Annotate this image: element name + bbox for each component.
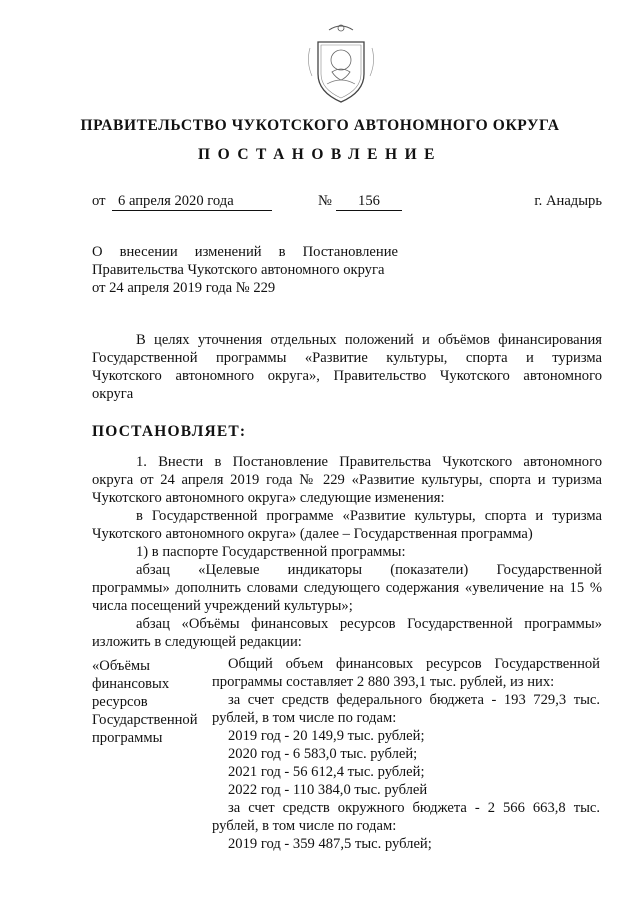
document-number (336, 192, 402, 211)
table-left-cell-line: Государственной (92, 712, 198, 728)
document-type-title: ПОСТАНОВЛЕНИЕ (198, 146, 442, 163)
decree-heading: ПОСТАНОВЛЯЕТ: (92, 423, 247, 440)
table-right-cell-line: рублей, в том числе по годам: (212, 710, 397, 726)
body-line: Чукотского автономного округа» следующие изменения: (92, 490, 445, 506)
document-number-value: 156 (336, 192, 402, 211)
intro-line: округа (92, 386, 134, 402)
city-name: г. Анадырь (534, 193, 602, 209)
table-right-cell-line: 2019 год - 359 487,5 тыс. рублей; (228, 836, 432, 852)
table-left-cell-line: «Объёмы (92, 658, 150, 674)
body-line: изложить в следующей редакции: (92, 634, 302, 650)
table-right-cell-line: рублей, в том числе по годам: (212, 818, 397, 834)
document-date (112, 192, 272, 211)
table-right-cell-line: 2019 год - 20 149,9 тыс. рублей; (228, 728, 425, 744)
table-left-cell-line: ресурсов (92, 694, 148, 710)
document-date-value: 6 апреля 2020 года (112, 192, 272, 211)
table-right-cell-line: за счет средств окружного бюджета - 2 566 663,8 тыс. (228, 800, 600, 816)
body-line: округа от 24 апреля 2019 года № 229 «Развитие культуры, спорта и туризма (92, 472, 602, 488)
body-line: абзац «Объёмы финансовых ресурсов Государственной программы» (136, 616, 602, 632)
subject-line: от 24 апреля 2019 года № 229 (92, 280, 276, 296)
coat-of-arms-emblem (302, 22, 380, 110)
table-right-cell-line: 2020 год - 6 583,0 тыс. рублей; (228, 746, 418, 762)
subject-line: О внесении изменений в Постановление (92, 244, 398, 260)
body-line: 1. Внести в Постановление Правительства Чукотского автономного (136, 454, 602, 470)
table-left-cell-line: программы (92, 730, 163, 746)
table-right-cell-line: Общий объем финансовых ресурсов Государственной (228, 656, 600, 672)
body-line: в Государственной программе «Развитие культуры, спорта и туризма (136, 508, 602, 524)
table-right-cell-line: за счет средств федерального бюджета - 193 729,3 тыс. (228, 692, 600, 708)
government-title: ПРАВИТЕЛЬСТВО ЧУКОТСКОГО АВТОНОМНОГО ОКРУГА (80, 117, 560, 134)
intro-line: Чукотского автономного округа», Правительство Чукотского автономного (92, 368, 602, 384)
body-line: программы» дополнить словами следующего содержания «увеличение на 15 % (92, 580, 602, 596)
intro-line: Государственной программы «Развитие культуры, спорта и туризма (92, 350, 602, 366)
body-line: абзац «Целевые индикаторы (показатели) Государственной (136, 562, 602, 578)
from-label: от (92, 193, 106, 209)
table-right-cell-line: программы составляет 2 880 393,1 тыс. рублей, из них: (212, 674, 555, 690)
intro-line: В целях уточнения отдельных положений и объёмов финансирования (136, 332, 602, 348)
table-left-cell-line: финансовых (92, 676, 170, 692)
body-line: числа посещений учреждений культуры»; (92, 598, 353, 614)
body-line: Чукотского автономного округа» (далее – Государственная программа) (92, 526, 533, 542)
table-right-cell-line: 2021 год - 56 612,4 тыс. рублей; (228, 764, 425, 780)
body-line: 1) в паспорте Государственной программы: (136, 544, 406, 560)
number-label: № (318, 193, 332, 209)
table-right-cell-line: 2022 год - 110 384,0 тыс. рублей (228, 782, 428, 798)
subject-line: Правительства Чукотского автономного округа (92, 262, 385, 278)
